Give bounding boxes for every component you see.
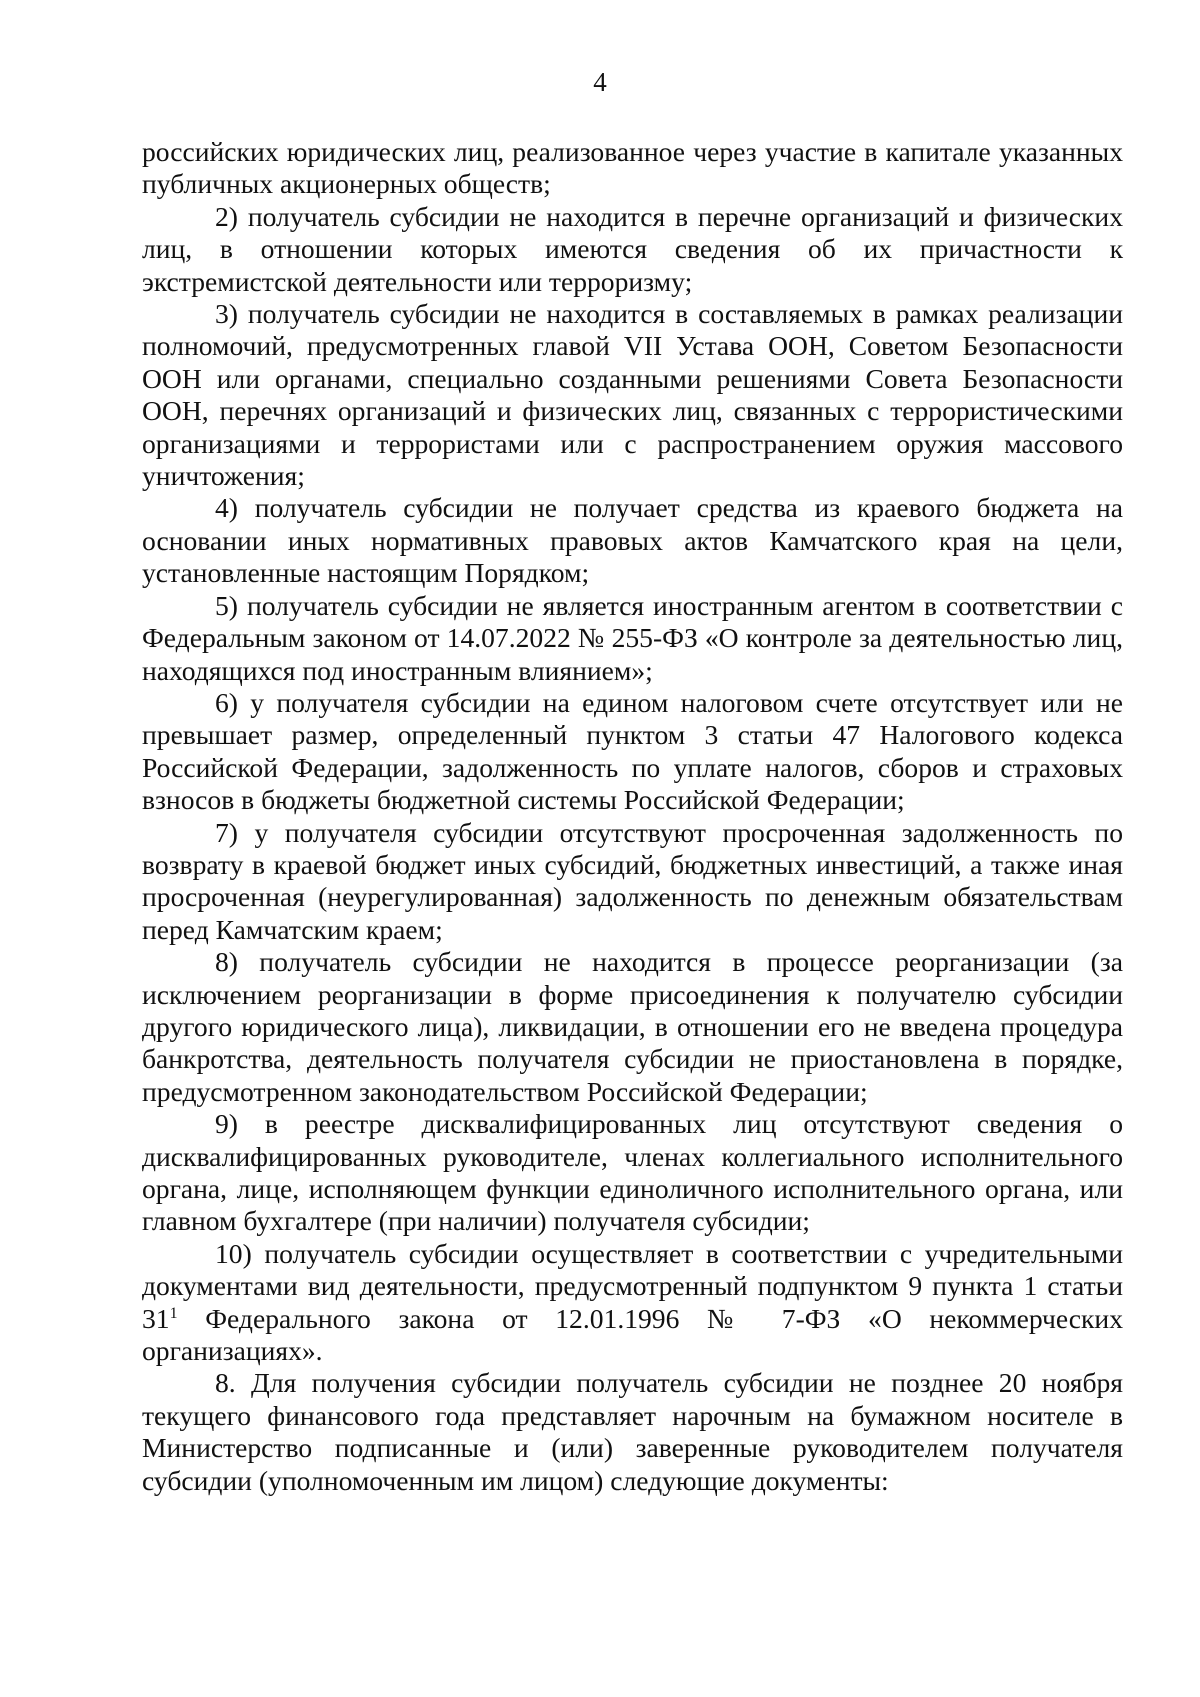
paragraph-item-2: 2) получатель субсидии не находится в перечне организаций и физических лиц, в отношении которых имеются сведения об их причастности к экстремистской деятельности или терроризму; xyxy=(142,200,1123,297)
paragraph-item-8: 8) получатель субсидии не находится в процессе реорганизации (за исключением реорганизации в форме присоединения к получателю субсидии другого юридического лица), ликвидации, в отношении его не введена процедура банкротства, деятельность получателя субсидии не приостановлена в порядке, предусмотренном законодательством Российской Федерации; xyxy=(142,946,1123,1107)
paragraph-section-8: 8. Для получения субсидии получатель субсидии не позднее 20 ноября текущего финансового года представляет нарочным на бумажном носителе в Министерство подписанные и (или) заверенные руководителем получателя субсидии (уполномоченным им лицом) следующие документы: xyxy=(142,1367,1123,1496)
paragraph-item-3: 3) получатель субсидии не находится в составляемых в рамках реализации полномочий, предусмотренных главой VII Устава ООН, Советом Безопасности ООН или органами, специально созданными решениями Совета Безопасности ООН, перечнях организаций и физических лиц, связанных с террористическими организациями и террористами или с распространением оружия массового уничтожения; xyxy=(142,298,1123,492)
paragraph-continuation: российских юридических лиц, реализованное через участие в капитале указанных публичных акционерных обществ; xyxy=(142,136,1123,200)
paragraph-item-9: 9) в реестре дисквалифицированных лиц отсутствуют сведения о дисквалифицированных руководителе, членах коллегиального исполнительного органа, лице, исполняющем функции единоличного исполнительного органа, или главном бухгалтере (при наличии) получателя субсидии; xyxy=(142,1108,1123,1237)
superscript-marker: 1 xyxy=(169,1304,178,1322)
paragraph-item-6: 6) у получателя субсидии на едином налоговом счете отсутствует или не превышает размер, определенный пунктом 3 статьи 47 Налогового кодекса Российской Федерации, задолженность по уплате налогов, сборов и страховых взносов в бюджеты бюджетной системы Российской Федерации; xyxy=(142,686,1123,816)
paragraph-item-5: 5) получатель субсидии не является иностранным агентом в соответствии с Федеральным законом от 14.07.2022 № 255-ФЗ «О контроле за деятельностью лиц, находящихся под иностранным влиянием»; xyxy=(142,589,1123,686)
paragraph-item-10 xyxy=(142,1238,1123,1368)
paragraph-item-4: 4) получатель субсидии не получает средства из краевого бюджета на основании иных нормативных правовых актов Камчатского края на цели, установленные настоящим Порядком; xyxy=(142,492,1123,589)
paragraph-item-7: 7) у получателя субсидии отсутствуют просроченная задолженность по возврату в краевой бюджет иных субсидий, бюджетных инвестиций, а также иная просроченная (неурегулированная) задолженность по денежным обязательствам перед Камчатским краем; xyxy=(142,816,1123,945)
paragraph-item-10-text-end: Федерального закона от 12.01.1996 № 7-ФЗ «О некоммерческих организациях». xyxy=(142,1302,1123,1367)
document-body xyxy=(142,136,1123,1497)
page-number: 4 xyxy=(593,67,607,97)
paragraph-item-10-text-start: 10) получатель субсидии осуществляет в соответствии с учредительными документами вид деятельности, предусмотренный подпунктом 9 пункта 1 статьи 31 xyxy=(142,1237,1123,1334)
